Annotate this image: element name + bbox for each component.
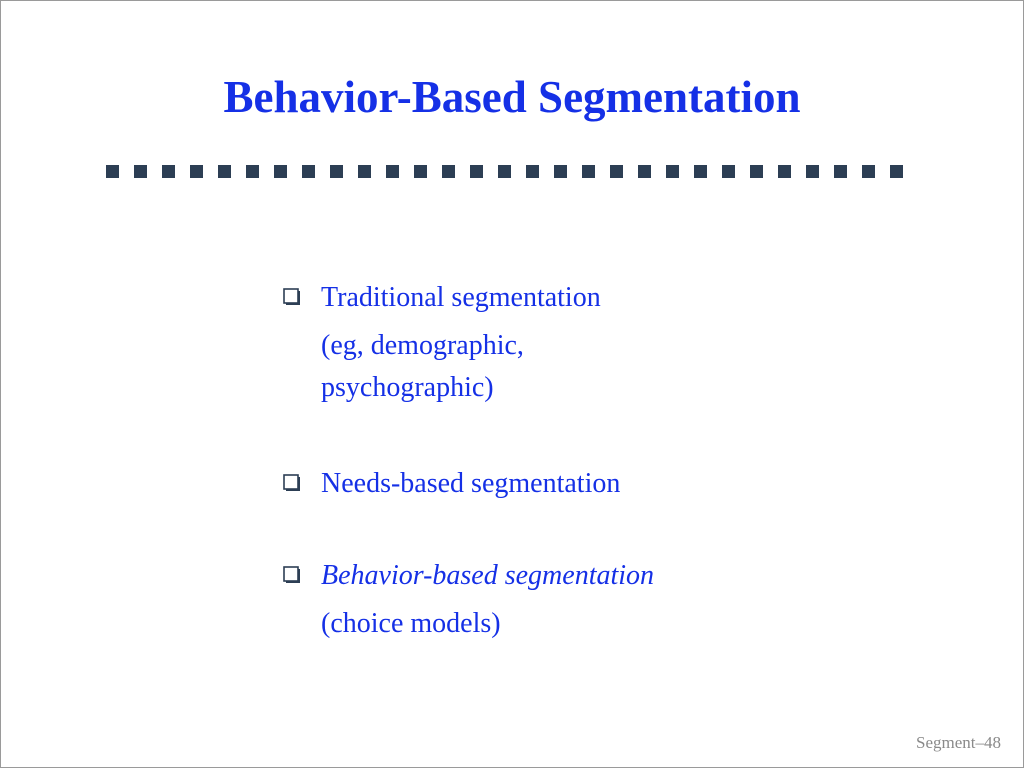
divider-square: [582, 165, 595, 178]
divider-square: [302, 165, 315, 178]
slide-number: Segment–48: [916, 733, 1001, 752]
bullet-subtext-line: (eg, demographic,: [321, 330, 524, 361]
bullet-text: Needs-based segmentation: [321, 468, 621, 499]
divider-square: [190, 165, 203, 178]
bullet-item: [281, 281, 801, 409]
bullet-text: Behavior-based segmentation: [321, 560, 655, 591]
divider-square: [806, 165, 819, 178]
divider-square: [834, 165, 847, 178]
checkbox-icon: [283, 566, 301, 584]
divider-square: [750, 165, 763, 178]
divider-square: [162, 165, 175, 178]
title-divider: [106, 165, 903, 178]
divider-square: [274, 165, 287, 178]
divider-square: [470, 165, 483, 178]
divider-square: [694, 165, 707, 178]
divider-square: [386, 165, 399, 178]
bullet-text: Traditional segmentation: [321, 282, 601, 313]
checkbox-icon: [283, 474, 301, 492]
divider-square: [414, 165, 427, 178]
bullet-subtext: [321, 325, 801, 409]
divider-square: [638, 165, 651, 178]
bullet-list: [281, 281, 801, 645]
divider-square: [722, 165, 735, 178]
bullet-subtext-line: psychographic): [321, 372, 494, 403]
divider-square: [218, 165, 231, 178]
divider-square: [666, 165, 679, 178]
divider-square: [610, 165, 623, 178]
bullet-subtext-line: (choice models): [321, 608, 501, 639]
divider-square: [358, 165, 371, 178]
divider-square: [778, 165, 791, 178]
divider-square: [890, 165, 903, 178]
divider-square: [498, 165, 511, 178]
slide-title: Behavior-Based Segmentation: [223, 72, 801, 122]
divider-square: [246, 165, 259, 178]
bullet-subtext: [321, 603, 801, 645]
bullet-item: [281, 559, 801, 645]
divider-square: [554, 165, 567, 178]
divider-square: [442, 165, 455, 178]
divider-square: [134, 165, 147, 178]
divider-square: [526, 165, 539, 178]
checkbox-icon: [283, 288, 301, 306]
bullet-item: [281, 467, 801, 501]
divider-square: [106, 165, 119, 178]
divider-square: [330, 165, 343, 178]
divider-square: [862, 165, 875, 178]
